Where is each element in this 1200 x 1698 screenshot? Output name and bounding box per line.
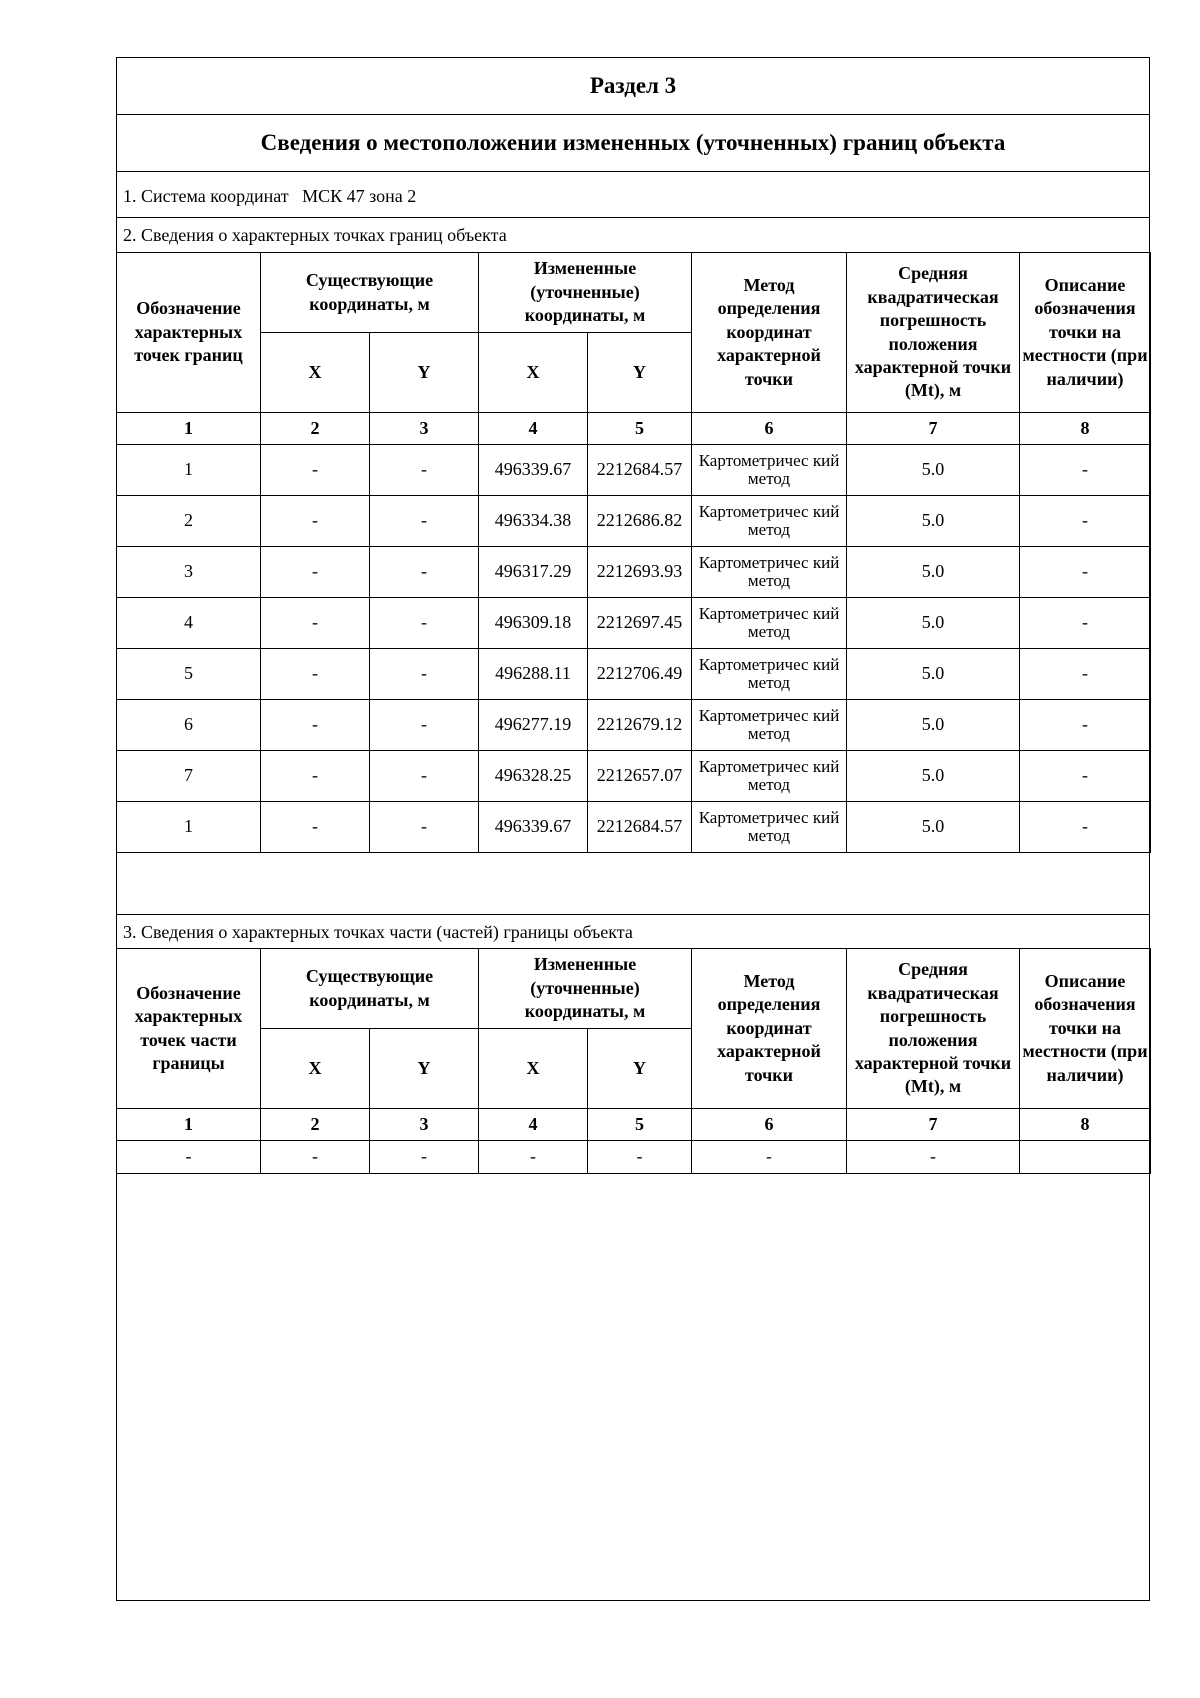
table-cell: - xyxy=(1020,598,1151,649)
table-cell: Картометричес кий метод xyxy=(692,598,847,649)
table-cell: 496339.67 xyxy=(479,802,588,853)
header-point-designation: Обозначение характерных точек границ xyxy=(117,253,261,413)
table-cell: 2212686.82 xyxy=(588,496,692,547)
column-number: 6 xyxy=(692,413,847,445)
parts-section-label: 3. Сведения о характерных точках части (частей) границы объекта xyxy=(123,922,633,942)
table-cell: - xyxy=(370,649,479,700)
table-cell: 5.0 xyxy=(847,751,1020,802)
table-cell xyxy=(1020,1141,1151,1174)
table-cell: 2212684.57 xyxy=(588,802,692,853)
table-cell: 1 xyxy=(117,802,261,853)
table-cell: 496328.25 xyxy=(479,751,588,802)
table-cell: - xyxy=(370,751,479,802)
column-number: 6 xyxy=(692,1109,847,1141)
table-cell: 1 xyxy=(117,445,261,496)
table-cell: 496339.67 xyxy=(479,445,588,496)
header-description: Описание обозначения точки на местности (при наличии) xyxy=(1020,253,1151,413)
table-cell: Картометричес кий метод xyxy=(692,496,847,547)
column-number: 3 xyxy=(370,1109,479,1141)
header-row xyxy=(117,949,1151,1029)
header-existing-x: X xyxy=(261,333,370,413)
header-changed-coordinates: Измененные (уточненные) координаты, м xyxy=(479,253,692,333)
table-cell: 496309.18 xyxy=(479,598,588,649)
table-cell: 5 xyxy=(117,649,261,700)
table-cell: - xyxy=(1020,751,1151,802)
table-cell: - xyxy=(370,700,479,751)
document-frame xyxy=(116,57,1150,1601)
table-row xyxy=(117,496,1151,547)
header-existing-coordinates: Существующие координаты, м xyxy=(261,253,479,333)
column-number: 8 xyxy=(1020,1109,1151,1141)
table-cell: - xyxy=(261,496,370,547)
section-title: Раздел 3 xyxy=(589,73,677,98)
header-error: Средняя квадратическая погрешность положения характерной точки (Mt), м xyxy=(847,949,1020,1109)
table-cell: - xyxy=(370,598,479,649)
table-cell: - xyxy=(370,1141,479,1174)
table-cell: - xyxy=(588,1141,692,1174)
table-cell: 2212706.49 xyxy=(588,649,692,700)
table-cell: 496317.29 xyxy=(479,547,588,598)
table-cell: - xyxy=(261,802,370,853)
coord-system-label: 1. Система координат xyxy=(123,186,289,206)
header-changed-y: Y xyxy=(588,333,692,413)
table-cell: 3 xyxy=(117,547,261,598)
table-cell: - xyxy=(1020,700,1151,751)
table-cell: 5.0 xyxy=(847,700,1020,751)
column-number: 5 xyxy=(588,1109,692,1141)
table-cell: 5.0 xyxy=(847,649,1020,700)
header-changed-y: Y xyxy=(588,1029,692,1109)
table-row xyxy=(117,547,1151,598)
table-cell: 2 xyxy=(117,496,261,547)
parts-section-row xyxy=(117,914,1149,949)
header-error: Средняя квадратическая погрешность положения характерной точки (Mt), м xyxy=(847,253,1020,413)
table-cell: 2212697.45 xyxy=(588,598,692,649)
table-cell: 5.0 xyxy=(847,496,1020,547)
column-number: 7 xyxy=(847,1109,1020,1141)
table-cell: Картометричес кий метод xyxy=(692,751,847,802)
coord-system-text xyxy=(123,187,416,205)
table-cell: - xyxy=(1020,649,1151,700)
column-number: 5 xyxy=(588,413,692,445)
table-cell: - xyxy=(261,649,370,700)
header-point-designation: Обозначение характерных точек части границы xyxy=(117,949,261,1109)
column-number: 2 xyxy=(261,1109,370,1141)
table-cell: 7 xyxy=(117,751,261,802)
table-cell: - xyxy=(370,802,479,853)
coord-system-row xyxy=(117,172,1149,218)
table-cell: 5.0 xyxy=(847,547,1020,598)
table-row xyxy=(117,751,1151,802)
column-number: 7 xyxy=(847,413,1020,445)
table-cell: 496277.19 xyxy=(479,700,588,751)
column-number: 8 xyxy=(1020,413,1151,445)
table-cell: - xyxy=(261,445,370,496)
column-number: 4 xyxy=(479,1109,588,1141)
column-number: 1 xyxy=(117,413,261,445)
header-existing-coordinates: Существующие координаты, м xyxy=(261,949,479,1029)
table-cell: 5.0 xyxy=(847,598,1020,649)
table-cell: - xyxy=(1020,496,1151,547)
subtitle-row xyxy=(117,115,1149,172)
column-number-row xyxy=(117,413,1151,445)
header-changed-x: X xyxy=(479,333,588,413)
table-row xyxy=(117,598,1151,649)
header-method: Метод определения координат характерной точки xyxy=(692,949,847,1109)
table-cell: - xyxy=(479,1141,588,1174)
header-method: Метод определения координат характерной точки xyxy=(692,253,847,413)
points-section-label: 2. Сведения о характерных точках границ объекта xyxy=(123,225,507,245)
table-cell: Картометричес кий метод xyxy=(692,700,847,751)
table-cell: - xyxy=(261,700,370,751)
table-cell: 5.0 xyxy=(847,445,1020,496)
table-cell: 6 xyxy=(117,700,261,751)
column-number: 4 xyxy=(479,413,588,445)
header-description: Описание обозначения точки на местности (при наличии) xyxy=(1020,949,1151,1109)
points-section-row xyxy=(117,218,1149,253)
header-existing-y: Y xyxy=(370,1029,479,1109)
table-cell: - xyxy=(117,1141,261,1174)
table-row xyxy=(117,445,1151,496)
table-cell: - xyxy=(370,445,479,496)
table-cell: 2212657.07 xyxy=(588,751,692,802)
table-cell: 496334.38 xyxy=(479,496,588,547)
table-cell: - xyxy=(261,598,370,649)
table-cell: 2212693.93 xyxy=(588,547,692,598)
table-cell: - xyxy=(370,547,479,598)
table-cell: 4 xyxy=(117,598,261,649)
header-existing-x: X xyxy=(261,1029,370,1109)
part-points-table xyxy=(116,948,1151,1174)
header-row xyxy=(117,253,1151,333)
table-cell: - xyxy=(370,496,479,547)
table-row xyxy=(117,802,1151,853)
table-cell: - xyxy=(261,547,370,598)
table-cell: 496288.11 xyxy=(479,649,588,700)
table-row xyxy=(117,1141,1151,1174)
boundary-points-table xyxy=(116,252,1151,853)
table-cell: Картометричес кий метод xyxy=(692,445,847,496)
column-number: 2 xyxy=(261,413,370,445)
table-cell: - xyxy=(847,1141,1020,1174)
table-cell: Картометричес кий метод xyxy=(692,802,847,853)
table-cell: - xyxy=(1020,547,1151,598)
table-row xyxy=(117,649,1151,700)
column-number: 1 xyxy=(117,1109,261,1141)
table-row xyxy=(117,700,1151,751)
table-cell: - xyxy=(261,751,370,802)
table-cell: - xyxy=(1020,802,1151,853)
table-cell: - xyxy=(261,1141,370,1174)
table-cell: 5.0 xyxy=(847,802,1020,853)
table-cell: Картометричес кий метод xyxy=(692,547,847,598)
header-changed-x: X xyxy=(479,1029,588,1109)
table-cell: 2212679.12 xyxy=(588,700,692,751)
header-changed-coordinates: Измененные (уточненные) координаты, м xyxy=(479,949,692,1029)
document-subtitle: Сведения о местоположении измененных (уточненных) границ объекта xyxy=(260,130,1006,155)
table-cell: - xyxy=(692,1141,847,1174)
table-cell: 2212684.57 xyxy=(588,445,692,496)
header-existing-y: Y xyxy=(370,333,479,413)
table-cell: - xyxy=(1020,445,1151,496)
section-title-row xyxy=(117,58,1149,115)
column-number: 3 xyxy=(370,413,479,445)
coord-system-value: МСК 47 зона 2 xyxy=(302,186,417,206)
column-number-row xyxy=(117,1109,1151,1141)
table-cell: Картометричес кий метод xyxy=(692,649,847,700)
